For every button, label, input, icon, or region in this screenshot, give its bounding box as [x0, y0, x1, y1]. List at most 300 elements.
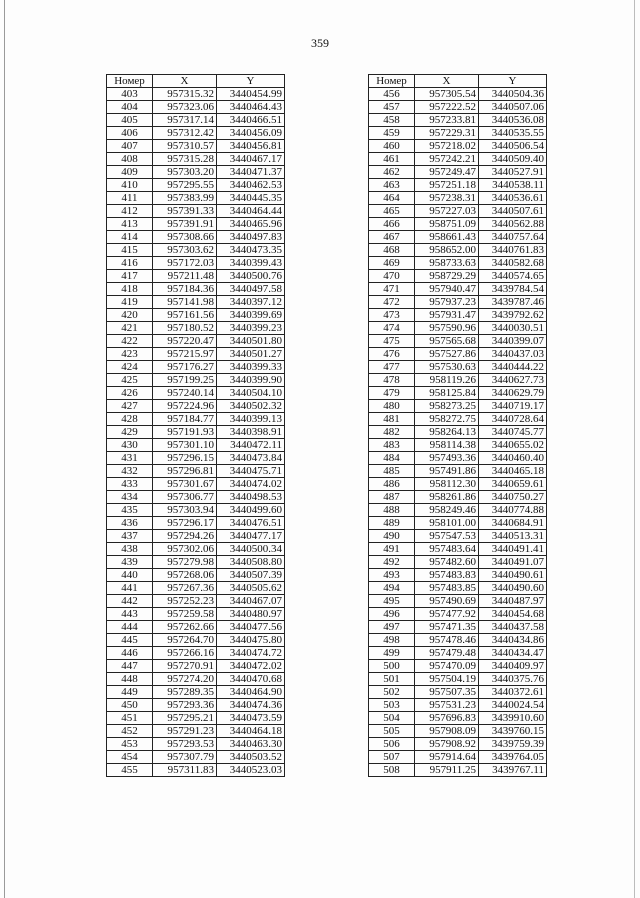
cell-number: 500 [369, 660, 415, 673]
cell-y: 3440467.07 [217, 595, 285, 608]
cell-y: 3440473.59 [217, 712, 285, 725]
table-row [107, 725, 285, 738]
cell-y: 3440399.07 [479, 335, 547, 348]
cell-number: 508 [369, 764, 415, 777]
cell-number: 404 [107, 101, 153, 114]
cell-x: 957264.70 [153, 634, 217, 647]
cell-number: 501 [369, 673, 415, 686]
cell-x: 957914.64 [415, 751, 479, 764]
cell-y: 3440399.23 [217, 322, 285, 335]
cell-x: 957240.14 [153, 387, 217, 400]
cell-number: 421 [107, 322, 153, 335]
table-row [107, 738, 285, 751]
cell-y: 3440506.54 [479, 140, 547, 153]
table-row [369, 673, 547, 686]
cell-x: 957303.62 [153, 244, 217, 257]
table-row [369, 374, 547, 387]
cell-y: 3440627.73 [479, 374, 547, 387]
cell-x: 957296.15 [153, 452, 217, 465]
cell-y: 3440470.68 [217, 673, 285, 686]
cell-number: 455 [107, 764, 153, 777]
cell-x: 957252.23 [153, 595, 217, 608]
cell-y: 3440375.76 [479, 673, 547, 686]
table-row [369, 231, 547, 244]
cell-number: 434 [107, 491, 153, 504]
cell-number: 469 [369, 257, 415, 270]
cell-number: 428 [107, 413, 153, 426]
cell-x: 957305.54 [415, 88, 479, 101]
cell-y: 3440477.56 [217, 621, 285, 634]
cell-number: 416 [107, 257, 153, 270]
cell-y: 3440454.68 [479, 608, 547, 621]
cell-number: 480 [369, 400, 415, 413]
table-row [369, 517, 547, 530]
table-row [369, 426, 547, 439]
cell-x: 957311.83 [153, 764, 217, 777]
cell-x: 957565.68 [415, 335, 479, 348]
table-row [369, 634, 547, 647]
cell-x: 957242.21 [415, 153, 479, 166]
cell-x: 958661.43 [415, 231, 479, 244]
cell-y: 3440487.97 [479, 595, 547, 608]
header-number: Номер [369, 75, 415, 88]
cell-x: 957307.79 [153, 751, 217, 764]
cell-x: 958125.84 [415, 387, 479, 400]
cell-y: 3440498.53 [217, 491, 285, 504]
table-row [107, 127, 285, 140]
cell-number: 427 [107, 400, 153, 413]
cell-y: 3440434.47 [479, 647, 547, 660]
table-row [369, 387, 547, 400]
cell-x: 957308.66 [153, 231, 217, 244]
cell-number: 481 [369, 413, 415, 426]
cell-number: 412 [107, 205, 153, 218]
table-row [107, 101, 285, 114]
cell-number: 414 [107, 231, 153, 244]
cell-x: 957590.96 [415, 322, 479, 335]
table-row [107, 166, 285, 179]
cell-y: 3440513.31 [479, 530, 547, 543]
cell-number: 468 [369, 244, 415, 257]
table-row [369, 764, 547, 777]
cell-x: 957470.09 [415, 660, 479, 673]
cell-y: 3440399.33 [217, 361, 285, 374]
cell-y: 3440491.41 [479, 543, 547, 556]
cell-y: 3440409.97 [479, 660, 547, 673]
scan-edge-left [4, 0, 5, 898]
cell-number: 408 [107, 153, 153, 166]
cell-number: 453 [107, 738, 153, 751]
cell-y: 3440466.51 [217, 114, 285, 127]
cell-number: 415 [107, 244, 153, 257]
table-row [107, 608, 285, 621]
cell-x: 957696.83 [415, 712, 479, 725]
table-row [107, 569, 285, 582]
header-x: X [415, 75, 479, 88]
cell-number: 450 [107, 699, 153, 712]
cell-x: 957274.20 [153, 673, 217, 686]
cell-y: 3440397.12 [217, 296, 285, 309]
cell-y: 3440750.27 [479, 491, 547, 504]
cell-y: 3440490.60 [479, 582, 547, 595]
cell-x: 957315.32 [153, 88, 217, 101]
cell-x: 957180.52 [153, 322, 217, 335]
cell-y: 3440527.91 [479, 166, 547, 179]
cell-number: 456 [369, 88, 415, 101]
table-row [107, 465, 285, 478]
cell-y: 3440474.02 [217, 478, 285, 491]
cell-y: 3440474.72 [217, 647, 285, 660]
cell-y: 3440774.88 [479, 504, 547, 517]
cell-y: 3440507.61 [479, 205, 547, 218]
table-row [369, 569, 547, 582]
cell-number: 478 [369, 374, 415, 387]
cell-y: 3440480.97 [217, 608, 285, 621]
cell-y: 3440536.61 [479, 192, 547, 205]
cell-y: 3440434.86 [479, 634, 547, 647]
table-row [369, 88, 547, 101]
table-row [369, 153, 547, 166]
cell-y: 3440501.80 [217, 335, 285, 348]
cell-x: 957141.98 [153, 296, 217, 309]
table-row [369, 660, 547, 673]
cell-number: 495 [369, 595, 415, 608]
cell-x: 957251.18 [415, 179, 479, 192]
table-row [107, 517, 285, 530]
cell-number: 411 [107, 192, 153, 205]
cell-y: 3439759.39 [479, 738, 547, 751]
cell-x: 957279.98 [153, 556, 217, 569]
table-row [107, 231, 285, 244]
cell-number: 419 [107, 296, 153, 309]
cell-number: 482 [369, 426, 415, 439]
cell-y: 3440474.36 [217, 699, 285, 712]
table-row [107, 699, 285, 712]
cell-number: 493 [369, 569, 415, 582]
table-row [107, 595, 285, 608]
cell-x: 957312.42 [153, 127, 217, 140]
table-row [107, 348, 285, 361]
cell-x: 957268.06 [153, 569, 217, 582]
table-row [369, 283, 547, 296]
cell-x: 958733.63 [415, 257, 479, 270]
cell-number: 477 [369, 361, 415, 374]
table-row [369, 556, 547, 569]
cell-number: 410 [107, 179, 153, 192]
table-row [107, 244, 285, 257]
cell-number: 503 [369, 699, 415, 712]
cell-x: 957238.31 [415, 192, 479, 205]
cell-y: 3439764.05 [479, 751, 547, 764]
cell-number: 499 [369, 647, 415, 660]
cell-x: 957391.33 [153, 205, 217, 218]
cell-number: 433 [107, 478, 153, 491]
table-row [107, 335, 285, 348]
cell-number: 491 [369, 543, 415, 556]
cell-y: 3440472.02 [217, 660, 285, 673]
cell-x: 958112.30 [415, 478, 479, 491]
cell-number: 460 [369, 140, 415, 153]
cell-y: 3440728.64 [479, 413, 547, 426]
cell-number: 409 [107, 166, 153, 179]
coordinates-table-right [368, 74, 547, 777]
cell-x: 957911.25 [415, 764, 479, 777]
cell-y: 3440505.62 [217, 582, 285, 595]
cell-x: 957161.56 [153, 309, 217, 322]
cell-x: 957295.21 [153, 712, 217, 725]
cell-number: 474 [369, 322, 415, 335]
cell-y: 3440475.71 [217, 465, 285, 478]
cell-x: 957391.91 [153, 218, 217, 231]
table-row [107, 543, 285, 556]
cell-x: 957191.93 [153, 426, 217, 439]
table-row [369, 699, 547, 712]
cell-number: 473 [369, 309, 415, 322]
cell-x: 957296.17 [153, 517, 217, 530]
cell-x: 957302.06 [153, 543, 217, 556]
cell-x: 958101.00 [415, 517, 479, 530]
cell-x: 957267.36 [153, 582, 217, 595]
cell-x: 957937.23 [415, 296, 479, 309]
cell-x: 957218.02 [415, 140, 479, 153]
cell-number: 446 [107, 647, 153, 660]
table-row [107, 218, 285, 231]
table-row [369, 179, 547, 192]
table-row [107, 257, 285, 270]
table-row [107, 556, 285, 569]
cell-x: 957527.86 [415, 348, 479, 361]
cell-number: 442 [107, 595, 153, 608]
table-row [107, 296, 285, 309]
cell-x: 957293.53 [153, 738, 217, 751]
cell-x: 958249.46 [415, 504, 479, 517]
cell-y: 3440509.40 [479, 153, 547, 166]
cell-number: 467 [369, 231, 415, 244]
cell-x: 957301.10 [153, 439, 217, 452]
cell-y: 3440399.13 [217, 413, 285, 426]
cell-x: 957303.20 [153, 166, 217, 179]
cell-x: 957531.23 [415, 699, 479, 712]
table-row [107, 322, 285, 335]
cell-number: 504 [369, 712, 415, 725]
header-x: X [153, 75, 217, 88]
cell-y: 3440464.90 [217, 686, 285, 699]
table-row [107, 673, 285, 686]
cell-y: 3440460.40 [479, 452, 547, 465]
cell-number: 489 [369, 517, 415, 530]
table-row [107, 88, 285, 101]
cell-y: 3440465.96 [217, 218, 285, 231]
table-row [369, 335, 547, 348]
cell-number: 466 [369, 218, 415, 231]
cell-y: 3440629.79 [479, 387, 547, 400]
table-row [369, 413, 547, 426]
table-row [107, 283, 285, 296]
cell-number: 505 [369, 725, 415, 738]
cell-y: 3440372.61 [479, 686, 547, 699]
cell-x: 957908.92 [415, 738, 479, 751]
cell-y: 3440659.61 [479, 478, 547, 491]
cell-y: 3439784.54 [479, 283, 547, 296]
cell-number: 448 [107, 673, 153, 686]
cell-x: 957229.31 [415, 127, 479, 140]
cell-x: 957296.81 [153, 465, 217, 478]
cell-x: 957199.25 [153, 374, 217, 387]
cell-number: 424 [107, 361, 153, 374]
cell-number: 439 [107, 556, 153, 569]
cell-y: 3440399.69 [217, 309, 285, 322]
cell-y: 3440490.61 [479, 569, 547, 582]
cell-number: 445 [107, 634, 153, 647]
table-row [369, 244, 547, 257]
table-row [369, 452, 547, 465]
table-row [107, 621, 285, 634]
cell-number: 406 [107, 127, 153, 140]
cell-y: 3440398.91 [217, 426, 285, 439]
cell-x: 957270.91 [153, 660, 217, 673]
cell-x: 957547.53 [415, 530, 479, 543]
table-row [369, 361, 547, 374]
cell-y: 3440475.80 [217, 634, 285, 647]
cell-x: 957530.63 [415, 361, 479, 374]
cell-x: 957507.35 [415, 686, 479, 699]
cell-number: 444 [107, 621, 153, 634]
cell-number: 472 [369, 296, 415, 309]
table-row [107, 114, 285, 127]
cell-y: 3440719.17 [479, 400, 547, 413]
cell-y: 3440684.91 [479, 517, 547, 530]
cell-x: 957931.47 [415, 309, 479, 322]
header-y: Y [217, 75, 285, 88]
cell-number: 407 [107, 140, 153, 153]
table-row [107, 205, 285, 218]
cell-y: 3440491.07 [479, 556, 547, 569]
table-row [369, 543, 547, 556]
cell-y: 3440445.35 [217, 192, 285, 205]
cell-number: 436 [107, 517, 153, 530]
cell-y: 3440462.53 [217, 179, 285, 192]
cell-number: 498 [369, 634, 415, 647]
cell-y: 3440399.90 [217, 374, 285, 387]
cell-y: 3440456.09 [217, 127, 285, 140]
table-row [107, 179, 285, 192]
table-row [369, 686, 547, 699]
table-row [107, 660, 285, 673]
table-row [107, 634, 285, 647]
cell-number: 488 [369, 504, 415, 517]
cell-number: 449 [107, 686, 153, 699]
cell-x: 957310.57 [153, 140, 217, 153]
cell-y: 3440523.03 [217, 764, 285, 777]
table-row [107, 387, 285, 400]
table-row [107, 764, 285, 777]
table-row [107, 153, 285, 166]
cell-x: 957471.35 [415, 621, 479, 634]
table-row [369, 465, 547, 478]
cell-y: 3439910.60 [479, 712, 547, 725]
cell-x: 957295.55 [153, 179, 217, 192]
table-row [369, 114, 547, 127]
table-row [369, 712, 547, 725]
cell-y: 3440471.37 [217, 166, 285, 179]
table-row [369, 504, 547, 517]
table-row [369, 192, 547, 205]
cell-y: 3440024.54 [479, 699, 547, 712]
cell-x: 957303.94 [153, 504, 217, 517]
table-row [107, 491, 285, 504]
page-number: 359 [311, 36, 329, 50]
table-row [369, 751, 547, 764]
cell-y: 3440507.39 [217, 569, 285, 582]
cell-number: 426 [107, 387, 153, 400]
cell-number: 429 [107, 426, 153, 439]
cell-x: 957184.77 [153, 413, 217, 426]
cell-y: 3440503.52 [217, 751, 285, 764]
cell-number: 479 [369, 387, 415, 400]
cell-x: 957259.58 [153, 608, 217, 621]
cell-x: 957477.92 [415, 608, 479, 621]
cell-x: 957266.16 [153, 647, 217, 660]
table-row [369, 309, 547, 322]
cell-number: 432 [107, 465, 153, 478]
table-row [369, 140, 547, 153]
cell-number: 465 [369, 205, 415, 218]
cell-number: 471 [369, 283, 415, 296]
cell-x: 957227.03 [415, 205, 479, 218]
cell-x: 957483.85 [415, 582, 479, 595]
cell-y: 3440437.03 [479, 348, 547, 361]
table-row [369, 491, 547, 504]
cell-number: 483 [369, 439, 415, 452]
cell-number: 507 [369, 751, 415, 764]
cell-y: 3440655.02 [479, 439, 547, 452]
cell-number: 452 [107, 725, 153, 738]
cell-number: 420 [107, 309, 153, 322]
cell-y: 3440437.58 [479, 621, 547, 634]
header-number: Номер [107, 75, 153, 88]
cell-number: 440 [107, 569, 153, 582]
cell-number: 425 [107, 374, 153, 387]
table-row [369, 595, 547, 608]
cell-x: 957940.47 [415, 283, 479, 296]
cell-y: 3439792.62 [479, 309, 547, 322]
table-row [107, 439, 285, 452]
table-row [107, 452, 285, 465]
cell-x: 957301.67 [153, 478, 217, 491]
cell-x: 958119.26 [415, 374, 479, 387]
cell-x: 957490.69 [415, 595, 479, 608]
table-row [107, 192, 285, 205]
table-row [369, 127, 547, 140]
cell-y: 3440464.44 [217, 205, 285, 218]
cell-x: 957233.81 [415, 114, 479, 127]
cell-x: 957211.48 [153, 270, 217, 283]
table-row [107, 478, 285, 491]
cell-x: 958114.38 [415, 439, 479, 452]
table-row [369, 439, 547, 452]
cell-number: 441 [107, 582, 153, 595]
cell-x: 957289.35 [153, 686, 217, 699]
cell-x: 957172.03 [153, 257, 217, 270]
cell-number: 485 [369, 465, 415, 478]
table-row [107, 400, 285, 413]
cell-y: 3440454.99 [217, 88, 285, 101]
table-row [369, 218, 547, 231]
table-header-row [369, 75, 547, 88]
cell-y: 3440502.32 [217, 400, 285, 413]
cell-x: 958751.09 [415, 218, 479, 231]
cell-x: 957249.47 [415, 166, 479, 179]
